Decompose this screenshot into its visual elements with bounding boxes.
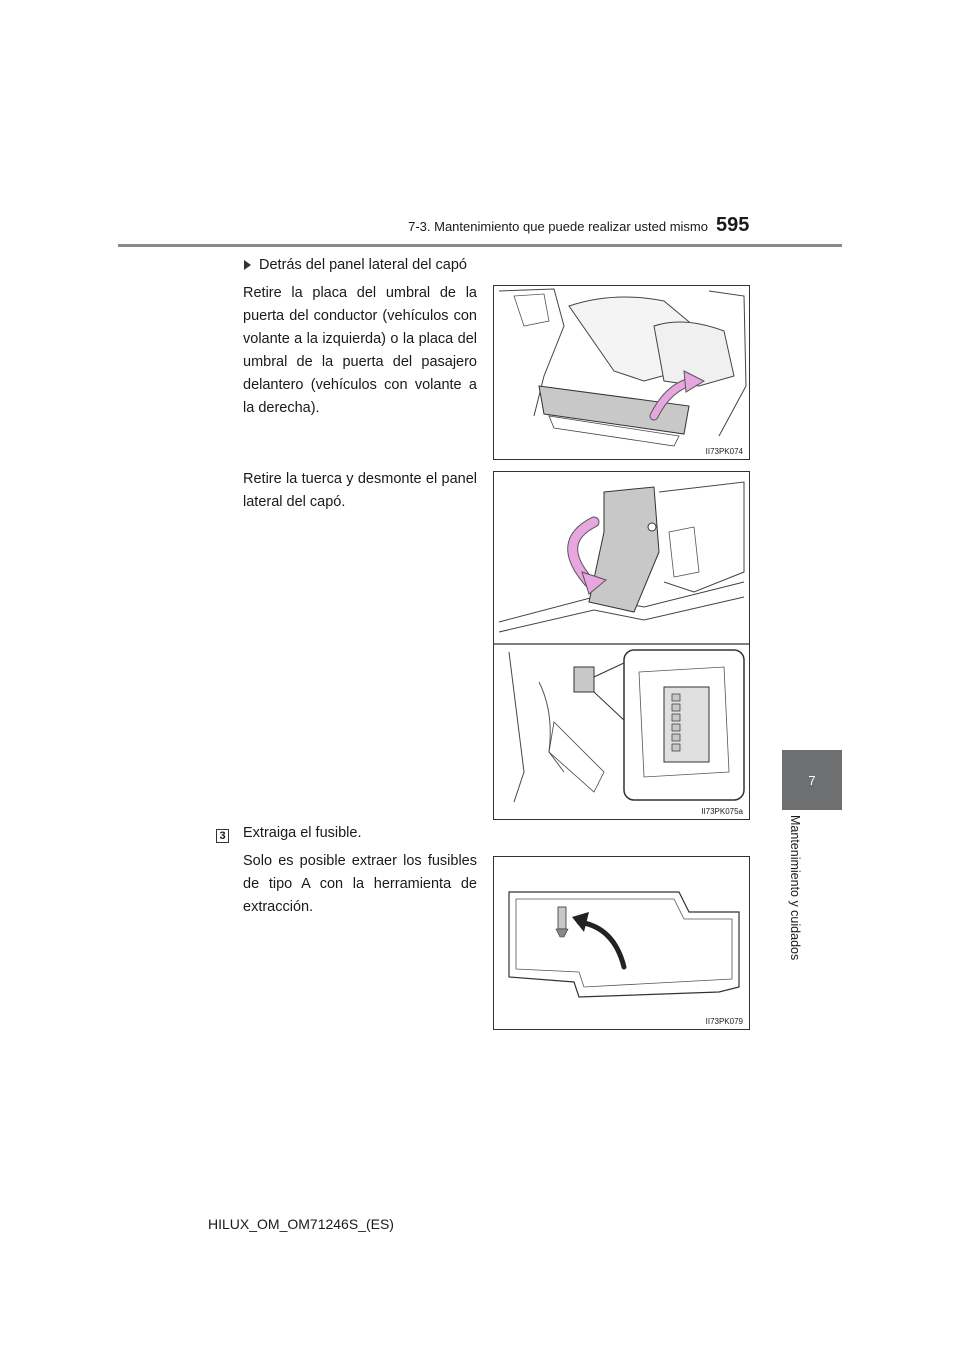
chapter-number: 7 [808,772,816,788]
chapter-label: Mantenimiento y cuidados [788,815,802,961]
step-number-badge: 3 [216,829,229,843]
section-title: 7-3. Mantenimiento que puede realizar usted mismo [408,219,708,234]
document-code: HILUX_OM_OM71246S_(ES) [208,1216,394,1232]
bullet-heading [244,257,467,273]
kick-panel-illustration [494,472,749,819]
figure-2-code: II73PK075a [701,807,743,816]
figure-sill-plate [493,285,750,460]
figure-fuse-tool [493,856,750,1030]
sill-plate-illustration [494,286,749,459]
triangle-bullet-icon [244,260,251,270]
fuse-tool-illustration [494,857,749,1029]
page-number: 595 [716,214,750,236]
instruction-paragraph-2: Retire la tuerca y desmonte el panel lateral del capó. [243,471,477,510]
figure-3-code: II73PK079 [705,1017,743,1026]
figure-kick-panel [493,471,750,820]
chapter-tab[interactable] [782,750,842,810]
bullet-heading-text: Detrás del panel lateral del capó [259,257,467,273]
instruction-paragraph-1: Retire la placa del umbral de la puerta del conductor (vehículos con volante a la izquierda) o la placa del umbral de la puerta del pasajero delantero (vehículos con volante a la derecha). [243,285,477,416]
header-divider [118,244,842,247]
figure-1-code: II73PK074 [705,447,743,456]
instruction-paragraph-3: Solo es posible extraer los fusibles de tipo A con la herramienta de extracción. [243,853,477,915]
step-text: Extraiga el fusible. [243,825,362,841]
